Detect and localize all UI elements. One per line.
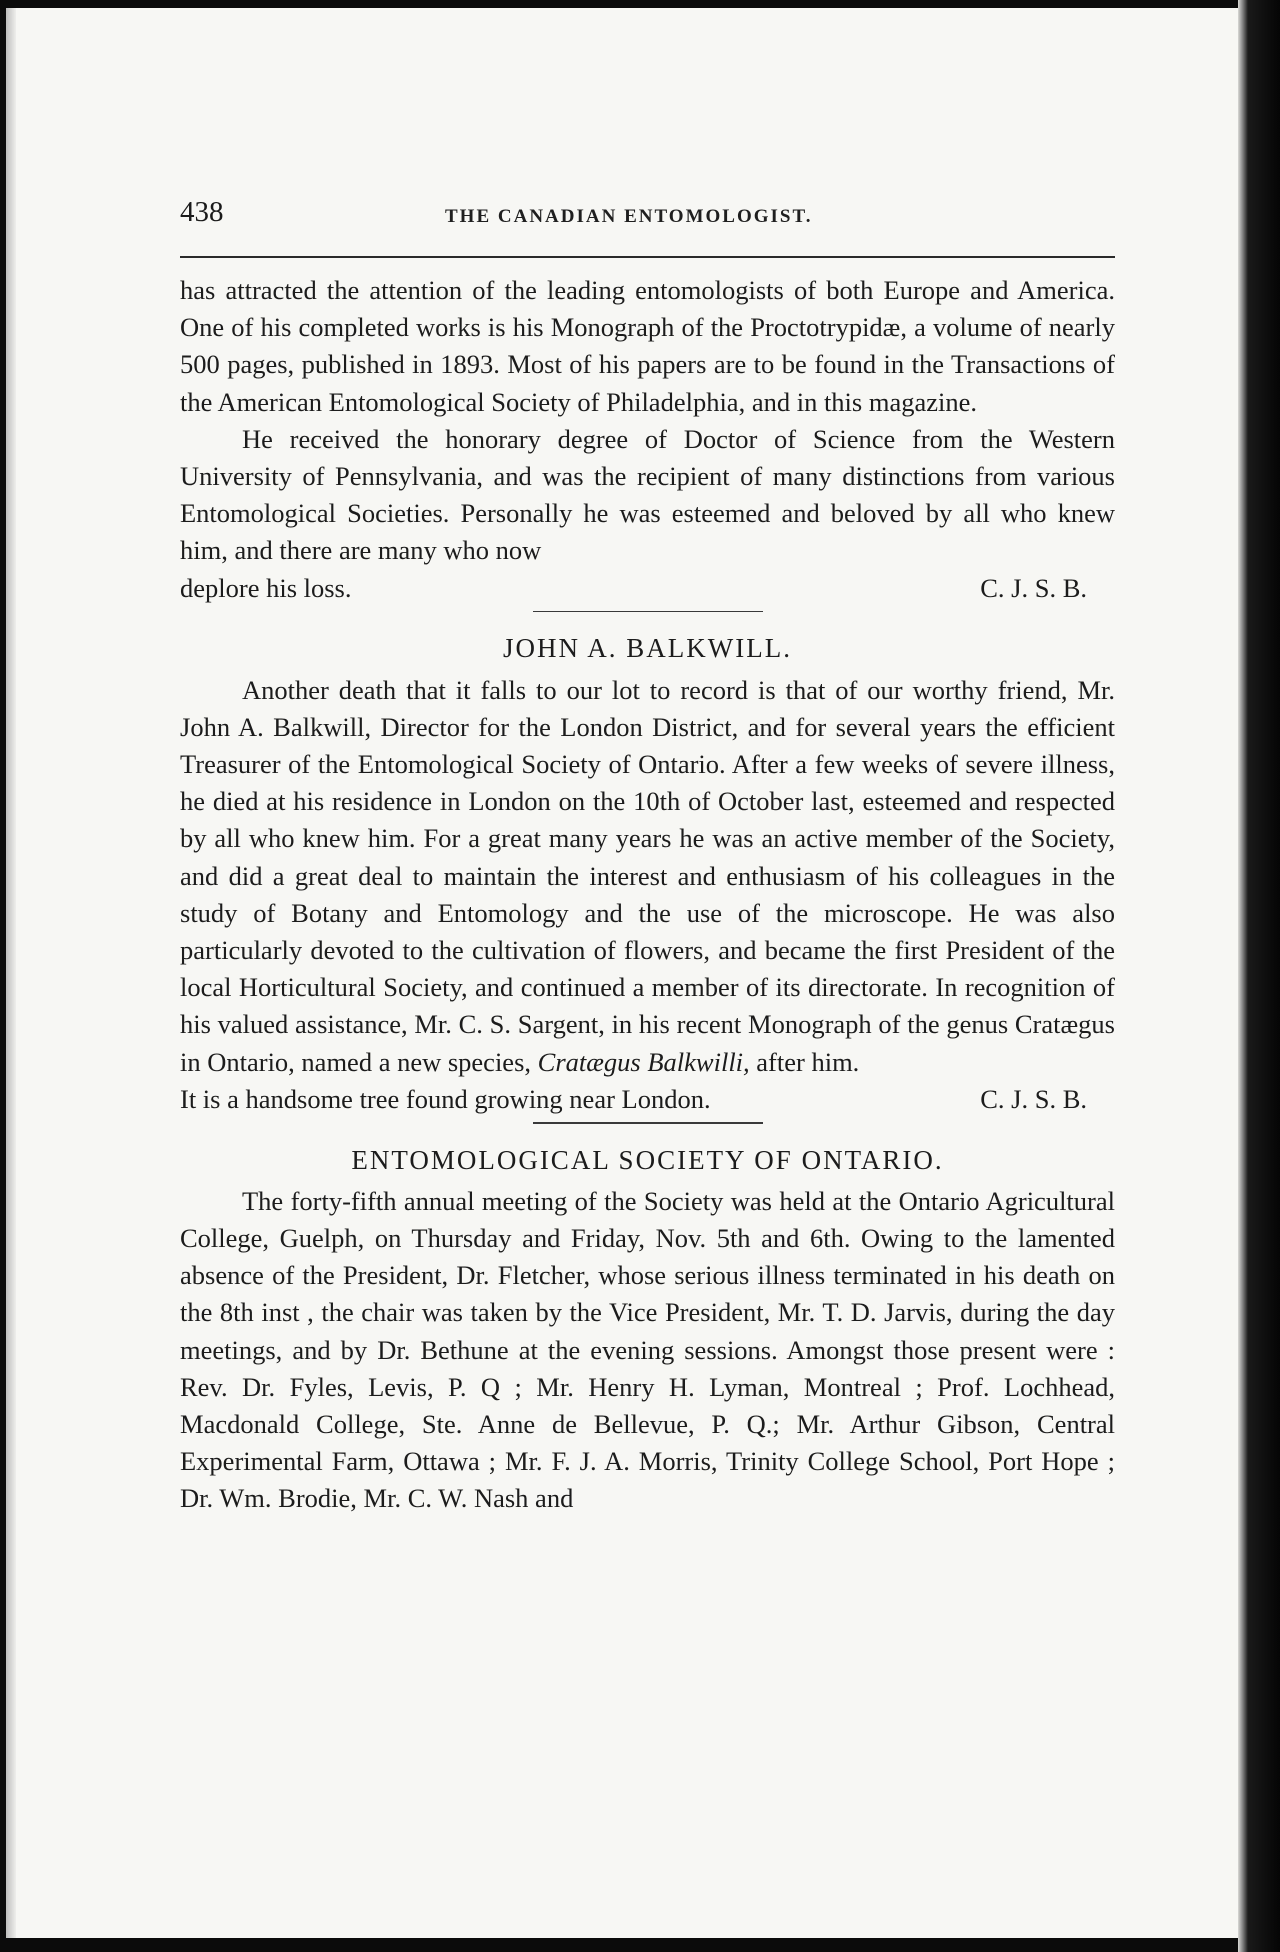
running-title: THE CANADIAN ENTOMOLOGIST. [445, 206, 813, 227]
page-edge-shadow [6, 8, 16, 1938]
obituary-paragraph-1: has attracted the attention of the leading entomologists of both Europe and America. One of his completed works is his Monograph of the Proctotrypidæ, a volume of nearly 500 pages, published in 1893. Most of his papers are to be found in the Transactions of the American Entomological Society of Philadelphia, and in this magazine. [180, 275, 1115, 417]
balkwill-paragraph [180, 672, 1115, 1081]
book-binding [1238, 0, 1280, 1952]
page-header [180, 196, 1115, 236]
society-heading: ENTOMOLOGICAL SOCIETY OF ONTARIO. [351, 1144, 944, 1175]
balkwill-closing-line [180, 1081, 1115, 1118]
species-name: Cratægus Balkwilli, [537, 1046, 750, 1077]
society-paragraph: The forty-fifth annual meeting of the Society was held at the Ontario Agricultural College, Guelph, on Thursday and Friday, Nov. 5th and 6th. Owing to the lamented absence of the President, Dr. Fletcher, whose serious illness terminated in his death on the 8th inst , the chair was taken by the Vice President, Mr. T. D. Jarvis, during the day meetings, and by Dr. Bethune at the evening sessions. Amongst those present were : Rev. Dr. Fyles, Levis, P. Q ; Mr. Henry H. Lyman, Montreal ; Prof. Lochhead, Macdonald College, Ste. Anne de Bellevue, P. Q.; Mr. Arthur Gibson, Central Experimental Farm, Ottawa ; Mr. F. J. A. Morris, Trinity College School, Port Hope ; Dr. Wm. Brodie, Mr. C. W. Nash and [180, 1185, 1115, 1514]
obituary-closing-text: deplore his loss. [180, 572, 352, 603]
obituary-paragraph-2: He received the honorary degree of Doctor of Science from the Western University of Pennsylvania, and was the recipient of many distinctions from various Entomological Societies. Personally he was esteemed and beloved by all who knew him, and there are many who now [180, 423, 1115, 566]
balkwill-heading: JOHN A. BALKWILL. [503, 633, 792, 664]
article-body [180, 272, 1115, 1518]
balkwill-closing-text: It is a handsome tree found growing near London. [180, 1083, 711, 1114]
balkwill-signature: C. J. S. B. [980, 1083, 1087, 1114]
obituary-closing-line [180, 570, 1115, 607]
section-divider [533, 611, 763, 613]
header-rule [180, 256, 1115, 258]
section-divider [533, 1122, 763, 1124]
balkwill-paragraph-text: Another death that it falls to our lot to record is that of our worthy friend, Mr. John A. Balkwill, Director for the London District, and for several years the efficient Treasurer of the Entomological Society of Ontario. After a few weeks of severe illness, he died at his residence in London on the 10th of October last, esteemed and respected by all who knew him. For a great many years he was an active member of the Society, and did a great deal to maintain the interest and enthusiasm of his colleagues in the study of Botany and Entomology and the use of the microscope. He was also particularly devoted to the cultivation of flowers, and became the first President of the local Horticultural Society, and continued a member of its directorate. In recognition of his valued assistance, Mr. C. S. Sargent, in his recent Monograph of the genus Cratægus in Ontario, named a new species, [180, 674, 1115, 1077]
page-number: 438 [180, 196, 224, 228]
obituary-signature: C. J. S. B. [980, 572, 1087, 603]
balkwill-paragraph-tail: after him. [756, 1046, 860, 1077]
